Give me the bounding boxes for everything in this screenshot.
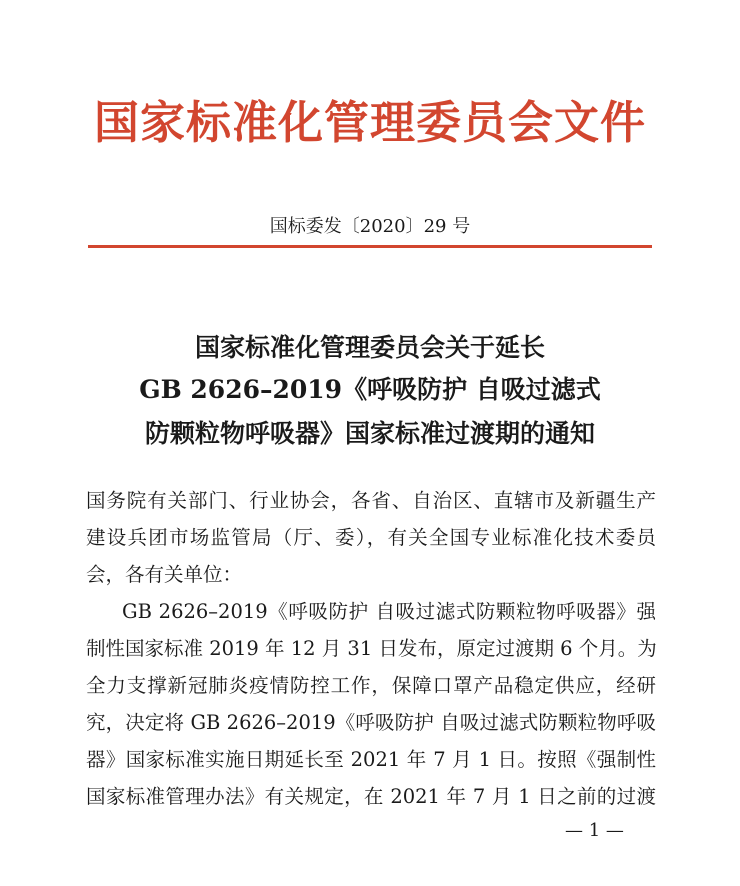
body-line: 国家标准管理办法》有关规定，在 2021 年 7 月 1 日之前的过渡 [86,785,656,808]
title-line: GB 2626–2019《呼吸防护 自吸过滤式 [139,375,601,404]
body-line: 器》国家标准实施日期延长至 2021 年 7 月 1 日。按照《强制性 [86,748,656,771]
body-line: 国务院有关部门、行业协会，各省、自治区、直辖市及新疆生产 [86,489,656,512]
body-line: 会，各有关单位： [86,563,243,586]
body-line: 制性国家标准 2019 年 12 月 31 日发布，原定过渡期 6 个月。为 [86,637,657,660]
title-line: 国家标准化管理委员会关于延长 [194,333,545,362]
document-number: 国标委发〔2020〕29 号 [269,216,471,237]
title-line: 防颗粒物呼吸器》国家标准过渡期的通知 [144,419,595,448]
page-number: — 1 — [565,820,624,841]
body-line: GB 2626–2019《呼吸防护 自吸过滤式防颗粒物呼吸器》强 [122,600,656,623]
body-line: 建设兵团市场监管局（厅、委），有关全国专业标准化技术委员 [86,526,656,549]
red-divider [88,245,652,248]
body-line: 全力支撑新冠肺炎疫情防控工作，保障口罩产品稳定供应，经研 [86,674,656,697]
issuer-header: 国家标准化管理委员会文件 [93,96,646,149]
body-line: 究，决定将 GB 2626–2019《呼吸防护 自吸过滤式防颗粒物呼吸 [86,711,656,734]
